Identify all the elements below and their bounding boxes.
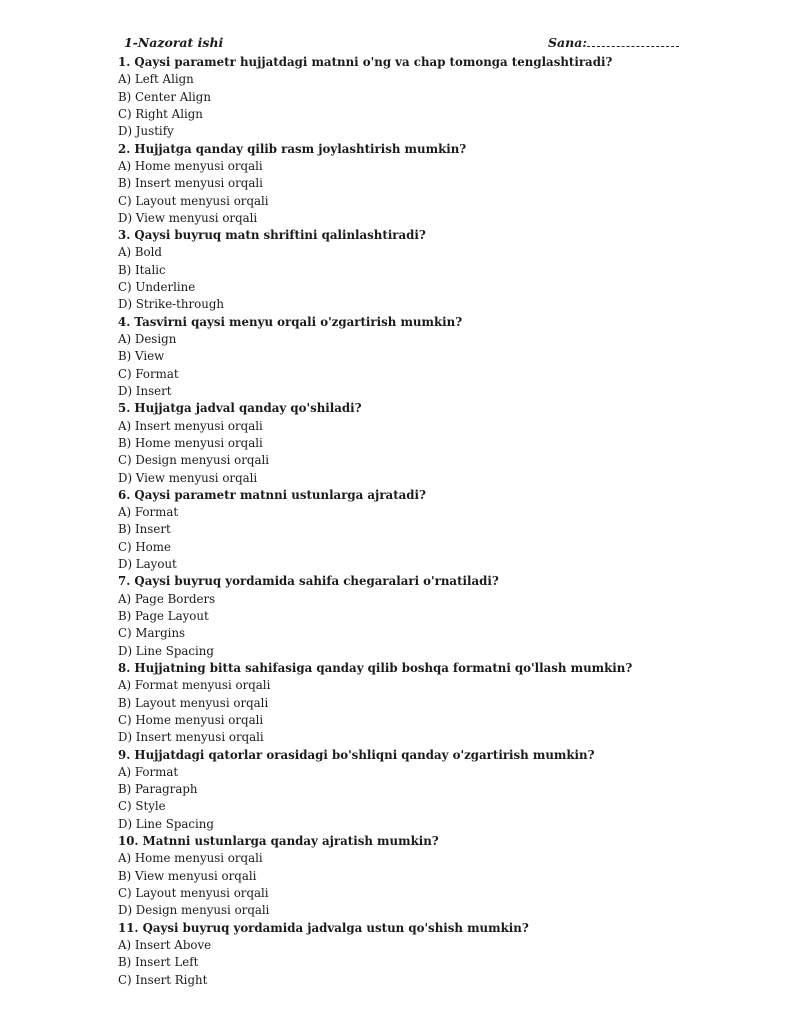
question-text: 2. Hujjatga qanday qilib rasm joylashtirish mumkin? (118, 141, 467, 156)
answer-option: B) Page Layout (118, 609, 209, 623)
answer-option: A) Home menyusi orqali (118, 851, 263, 866)
question-text: 6. Qaysi parametr matnni ustunlarga ajratadi? (118, 487, 426, 502)
date-label: Sana: (548, 35, 587, 50)
question-text: 11. Qaysi buyruq yordamida jadvalga ustun qo'shish mumkin? (118, 920, 529, 935)
question-text: 7. Qaysi buyruq yordamida sahifa chegaralari o'rnatiladi? (118, 574, 499, 589)
question-text: 8. Hujjatning bitta sahifasiga qanday qilib boshqa formatni qo'llash mumkin? (118, 660, 633, 675)
answer-option: A) Insert Above (118, 937, 212, 952)
answer-option: D) Design menyusi orqali (118, 903, 270, 918)
answer-option: B) Insert menyusi orqali (118, 176, 263, 191)
answer-option: B) Insert Left (118, 955, 199, 970)
answer-option: A) Format (118, 764, 179, 779)
answer-option: B) Center Align (118, 89, 211, 104)
answer-option: C) Design menyusi orqali (118, 453, 270, 468)
document-header (118, 35, 678, 53)
answer-option: C) Format (118, 366, 179, 381)
answer-option: A) Home menyusi orqali (118, 158, 263, 173)
questions-list (118, 54, 758, 989)
answer-option: A) Page Borders (118, 591, 216, 606)
answer-option: C) Margins (118, 626, 186, 641)
date-field (548, 35, 679, 50)
answer-option: C) Insert Right (118, 972, 208, 987)
answer-option: B) Home menyusi orqali (118, 435, 263, 450)
answer-option: A) Design (118, 332, 177, 346)
answer-option: C) Style (118, 799, 166, 814)
answer-option: D) Insert menyusi orqali (118, 730, 264, 745)
answer-option: B) Insert (118, 522, 171, 537)
answer-option: C) Underline (118, 280, 196, 295)
answer-option: B) View menyusi orqali (118, 868, 257, 883)
answer-option: B) Layout menyusi orqali (118, 695, 269, 710)
answer-option: C) Layout menyusi orqali (118, 886, 269, 900)
answer-option: D) Insert (118, 383, 172, 398)
answer-option: D) Justify (118, 124, 174, 139)
answer-option: C) Right Align (118, 106, 203, 121)
date-blank-line (587, 35, 679, 47)
answer-option: A) Insert menyusi orqali (118, 418, 263, 433)
answer-option: A) Format (118, 505, 179, 520)
question-text: 1. Qaysi parametr hujjatdagi matnni o'ng va chap tomonga tenglashtiradi? (118, 55, 613, 69)
answer-option: C) Layout menyusi orqali (118, 193, 269, 208)
answer-option: C) Home (118, 539, 171, 554)
answer-option: D) Layout (118, 557, 177, 572)
question-text: 4. Tasvirni qaysi menyu orqali o'zgartirish mumkin? (118, 314, 463, 329)
answer-option: A) Left Align (118, 72, 194, 87)
answer-option: B) Italic (118, 262, 166, 277)
question-text: 5. Hujjatga jadval qanday qo'shiladi? (118, 401, 362, 416)
answer-option: A) Format menyusi orqali (118, 678, 271, 693)
question-text: 9. Hujjatdagi qatorlar orasidagi bo'shliqni qanday o'zgartirish mumkin? (118, 747, 595, 762)
answer-option: A) Bold (118, 245, 162, 260)
answer-option: C) Home menyusi orqali (118, 712, 264, 727)
answer-option: B) Paragraph (118, 782, 198, 797)
answer-option: D) View menyusi orqali (118, 470, 258, 485)
answer-option: D) Strike-through (118, 297, 224, 312)
question-text: 3. Qaysi buyruq matn shriftini qalinlashtiradi? (118, 228, 426, 243)
document-title: 1-Nazorat ishi (124, 35, 224, 50)
question-text: 10. Matnni ustunlarga qanday ajratish mumkin? (118, 834, 439, 849)
answer-option: D) Line Spacing (118, 643, 214, 658)
answer-option: D) View menyusi orqali (118, 210, 258, 225)
answer-option: B) View (118, 349, 165, 364)
answer-option: D) Line Spacing (118, 816, 214, 831)
